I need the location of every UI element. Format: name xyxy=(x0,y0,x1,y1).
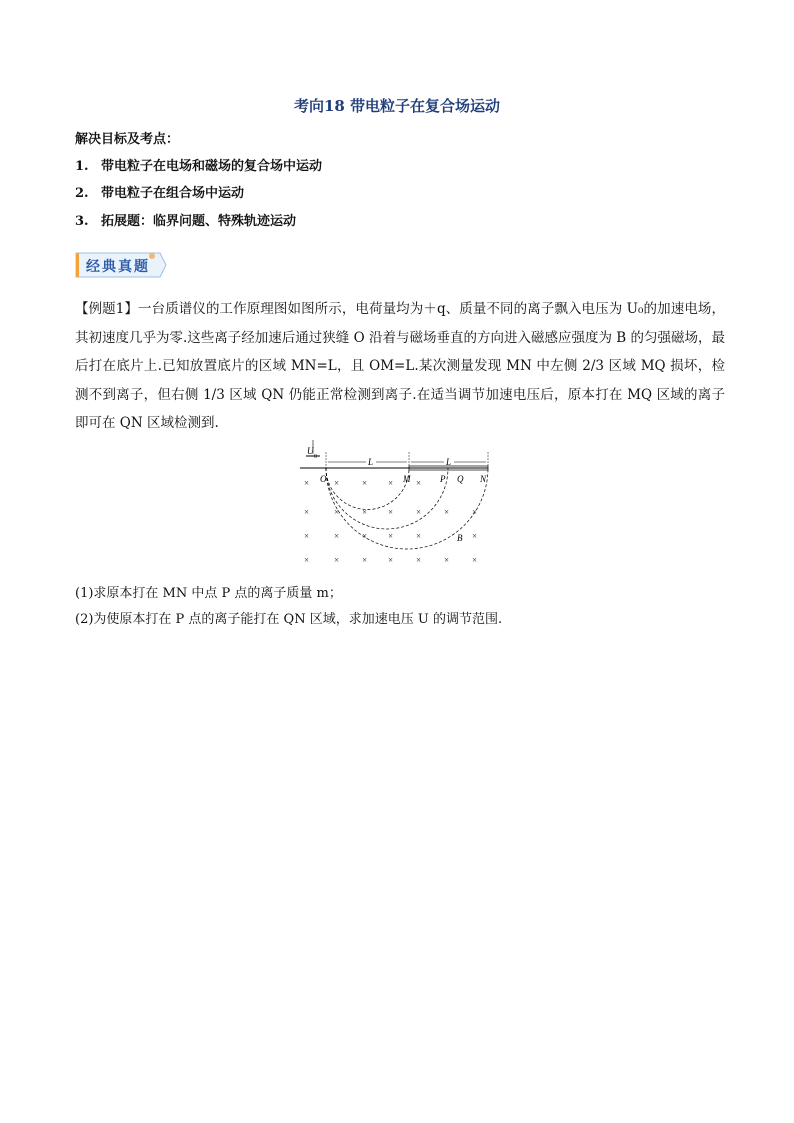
goal-item xyxy=(75,155,322,174)
goals-heading: 解决目标及考点： xyxy=(75,132,180,147)
svg-text:×: × xyxy=(416,478,422,488)
svg-text:×: × xyxy=(362,478,368,488)
label-L-MN: L xyxy=(446,457,452,467)
label-O: O xyxy=(320,474,327,484)
svg-text:×: × xyxy=(472,531,478,541)
badge-label: 经典真题 xyxy=(86,259,150,275)
question-2: (2)为使原本打在 P 点的离子能打在 QN 区域，求加速电压 U 的调节范围. xyxy=(75,612,503,627)
goal-number: 3. xyxy=(75,214,89,229)
label-U0-sub: 0 xyxy=(314,454,317,460)
svg-text:×: × xyxy=(416,555,422,565)
svg-text:×: × xyxy=(334,555,340,565)
svg-text:×: × xyxy=(416,531,422,541)
svg-text:×: × xyxy=(472,555,478,565)
goal-text: 带电粒子在电场和磁场的复合场中运动 xyxy=(101,159,323,174)
goal-number: 2. xyxy=(75,186,89,201)
svg-text:×: × xyxy=(334,478,340,488)
svg-text:×: × xyxy=(334,531,340,541)
svg-text:×: × xyxy=(388,478,394,488)
goal-item xyxy=(75,182,244,201)
svg-text:×: × xyxy=(362,531,368,541)
label-U0: U xyxy=(307,446,314,456)
label-N: N xyxy=(480,474,487,484)
svg-text:×: × xyxy=(416,507,422,517)
question-1: (1)求原本打在 MN 中点 P 点的离子质量 m； xyxy=(75,586,342,601)
label-B: B xyxy=(457,533,463,543)
trajectory-M xyxy=(326,468,409,510)
svg-text:×: × xyxy=(304,507,310,517)
svg-text:×: × xyxy=(444,555,450,565)
goal-text: 拓展题：临界问题、特殊轨迹运动 xyxy=(101,214,297,229)
goal-text: 带电粒子在组合场中运动 xyxy=(101,186,245,201)
field-marks xyxy=(304,478,477,565)
svg-text:×: × xyxy=(304,478,310,488)
label-P: P xyxy=(440,474,446,484)
label-Q: Q xyxy=(457,474,464,484)
page-title: 考向18 带电粒子在复合场运动 xyxy=(293,97,501,115)
svg-text:×: × xyxy=(388,531,394,541)
trajectory-P xyxy=(326,468,448,529)
section-badge xyxy=(72,250,168,280)
svg-text:×: × xyxy=(388,507,394,517)
svg-text:×: × xyxy=(444,507,450,517)
goal-number: 1. xyxy=(75,159,89,174)
svg-text:×: × xyxy=(388,555,394,565)
svg-text:×: × xyxy=(304,555,310,565)
label-L-OM: L xyxy=(368,457,374,467)
svg-text:×: × xyxy=(334,507,340,517)
svg-text:×: × xyxy=(304,531,310,541)
svg-text:×: × xyxy=(362,507,368,517)
goal-item xyxy=(75,210,296,229)
label-M: M xyxy=(403,474,411,484)
svg-text:×: × xyxy=(472,507,478,517)
svg-text:×: × xyxy=(362,555,368,565)
mass-spectrometer-diagram xyxy=(296,438,492,568)
example-paragraph: 【例题1】一台质谱仪的工作原理图如图所示，电荷量均为＋q、质量不同的离子飘入电压为 U₀的加速电场，其初速度几乎为零.这些离子经加速后通过狭缝 O 沿着与磁场垂直的方向进入磁感应强度为 B 的匀强磁场，最后打在底片上.已知放置底片的区域 MN=L，且 OM=L.某次测量发现 MN 中左侧 2/3 区域 MQ 损坏，检测不到离子，但右侧 1/3 区域 QN 仍能正常检测到离子.在适当调节加速电压后，原本打在 MQ 区域的离子即可在 QN 区域检测到. xyxy=(75,301,725,431)
